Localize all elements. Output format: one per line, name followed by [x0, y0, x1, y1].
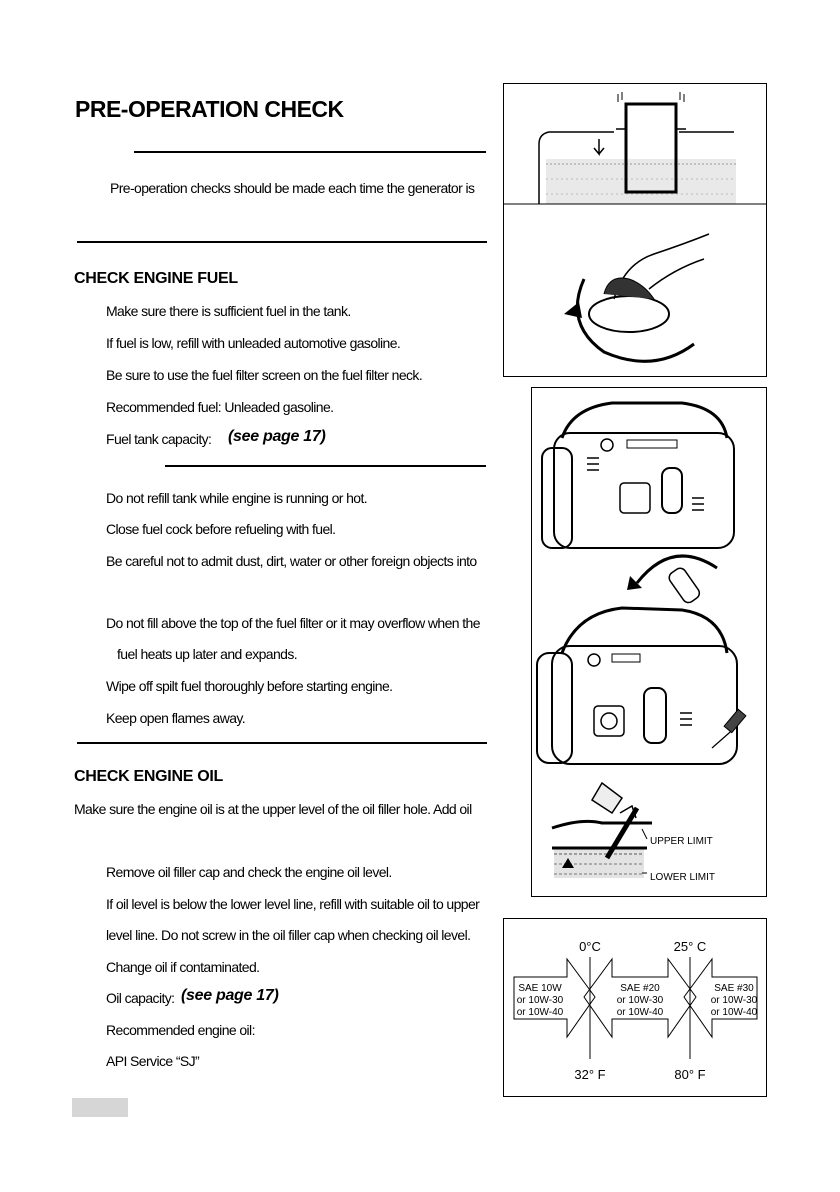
oil-heading: CHECK ENGINE OIL: [74, 768, 223, 785]
fuel-heading: CHECK ENGINE FUEL: [74, 270, 238, 287]
oil-recommended-label: Recommended engine oil:: [106, 1022, 255, 1038]
temp-25c: 25° C: [673, 939, 707, 954]
fuel-warning: fuel heats up later and expands.: [117, 646, 298, 662]
grade-2-line: or 10W-30: [616, 995, 664, 1006]
temp-80f: 80° F: [674, 1067, 706, 1082]
oil-item: level line. Do not screw in the oil filler cap when checking oil level.: [106, 927, 471, 943]
oil-api-service: API Service “SJ”: [106, 1053, 200, 1069]
grade-1-line: or 10W-30: [516, 995, 564, 1006]
grade-2-line: SAE #20: [620, 983, 660, 994]
fuel-filler-illustration: [504, 84, 766, 376]
oil-item: If oil level is below the lower level line, refill with suitable oil to upper: [106, 896, 480, 912]
grade-3-line: or 10W-40: [710, 1007, 758, 1018]
fuel-capacity-label: Fuel tank capacity:: [106, 431, 212, 447]
fuel-warning: Keep open flames away.: [106, 710, 246, 726]
temp-0c: 0°C: [579, 939, 601, 954]
grade-1-line: SAE 10W: [518, 983, 562, 994]
fuel-capacity-ref: (see page 17): [228, 428, 326, 445]
lower-limit-label: LOWER LIMIT: [650, 872, 716, 883]
oil-capacity-ref: (see page 17): [181, 987, 279, 1004]
grade-2-line: or 10W-40: [616, 1007, 664, 1018]
fuel-item: If fuel is low, refill with unleaded automotive gasoline.: [106, 335, 401, 351]
generator-oil-illustration: [532, 388, 766, 896]
grade-1-line: or 10W-40: [516, 1007, 564, 1018]
page-number-box: [72, 1098, 128, 1117]
upper-limit-label: UPPER LIMIT: [650, 836, 713, 847]
divider: [77, 742, 487, 744]
fuel-item: Make sure there is sufficient fuel in the tank.: [106, 303, 351, 319]
oil-viscosity-panel: [503, 918, 767, 1097]
oil-viscosity-chart: [504, 919, 766, 1096]
oil-intro: Make sure the engine oil is at the upper level of the oil filler hole. Add oil: [74, 801, 472, 817]
fuel-warning: Do not fill above the top of the fuel filter or it may overflow when the: [106, 615, 480, 631]
grade-3-line: SAE #30: [714, 983, 754, 994]
temp-32f: 32° F: [574, 1067, 606, 1082]
oil-item: Remove oil filler cap and check the engine oil level.: [106, 864, 392, 880]
fuel-item: Recommended fuel: Unleaded gasoline.: [106, 399, 334, 415]
fuel-warning: Be careful not to admit dust, dirt, water or other foreign objects into: [106, 553, 477, 569]
grade-3-line: or 10W-30: [710, 995, 758, 1006]
divider: [77, 241, 487, 243]
fuel-warning: Close fuel cock before refueling with fuel.: [106, 521, 336, 537]
page-title: PRE-OPERATION CHECK: [75, 96, 344, 122]
divider: [165, 465, 486, 467]
divider: [134, 151, 486, 153]
intro-text: Pre-operation checks should be made each time the generator is: [110, 180, 475, 196]
oil-item: Change oil if contaminated.: [106, 959, 260, 975]
fuel-warning: Do not refill tank while engine is running or hot.: [106, 490, 368, 506]
fuel-filler-illustration-panel: [503, 83, 767, 377]
oil-check-illustration-panel: [531, 387, 767, 897]
oil-capacity-label: Oil capacity:: [106, 990, 175, 1006]
fuel-item: Be sure to use the fuel filter screen on the fuel filter neck.: [106, 367, 423, 383]
fuel-warning: Wipe off spilt fuel thoroughly before starting engine.: [106, 678, 393, 694]
